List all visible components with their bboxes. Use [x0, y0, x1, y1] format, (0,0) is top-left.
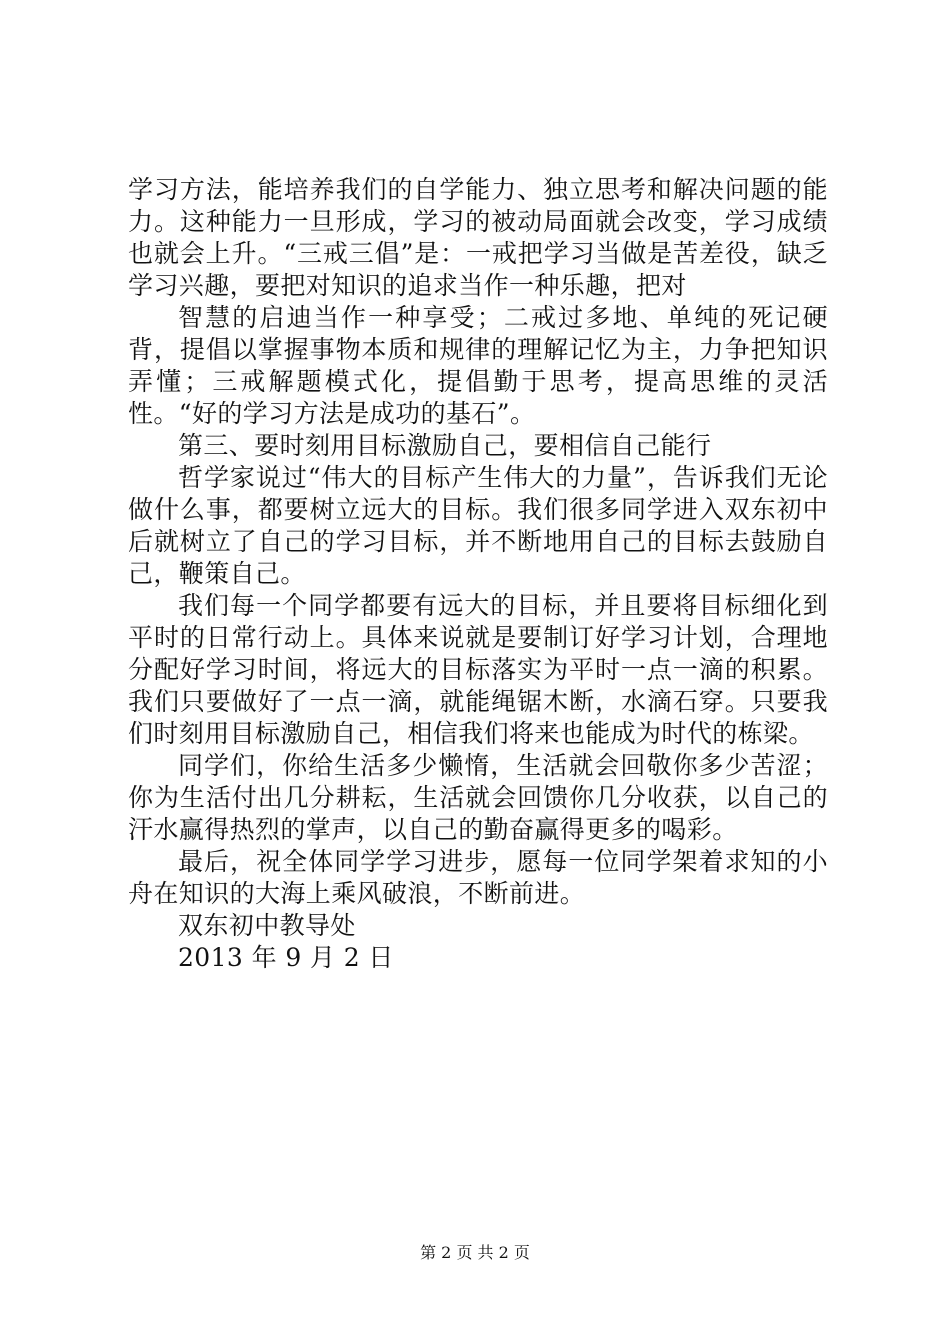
paragraph-philosopher: 哲学家说过“伟大的目标产生伟大的力量”，告诉我们无论做什么事，都要树立远大的目标。我们很多同学进入双东初中后就树立了自己的学习目标，并不断地用自己的目标去鼓励自己，鞭策自己。 [128, 463, 828, 588]
signature-office: 双东初中教导处 [178, 911, 356, 940]
page-number-label: 第 2 页 共 2 页 [420, 1243, 530, 1262]
paragraph-classmates: 同学们，你给生活多少懒惰，生活就会回敬你多少苦涩；你为生活付出几分耕耘，生活就会回馈你几分收获，以自己的汗水赢得热烈的掌声，以自己的勤奋赢得更多的喝彩。 [128, 751, 828, 844]
paragraph-goals-detail: 我们每一个同学都要有远大的目标，并且要将目标细化到平时的日常行动上。具体来说就是要制订好学习计划，合理地分配好学习时间，将远大的目标落实为平时一点一滴的积累。我们只要做好了一点一滴，就能绳锯木断，水滴石穿。只要我们时刻用目标激励自己，相信我们将来也能成为时代的栋梁。 [128, 591, 828, 748]
document-body [128, 174, 828, 974]
paragraph-wisdom: 智慧的启迪当作一种享受；二戒过多地、单纯的死记硬背，提倡以掌握事物本质和规律的理解记忆为主，力争把知识弄懂；三戒解题模式化，提倡勤于思考，提高思维的灵活性。“好的学习方法是成功的基石”。 [128, 303, 828, 428]
section-heading-goals: 第三、要时刻用目标激励自己，要相信自己能行 [178, 431, 712, 460]
signature-date: 2013 年 9 月 2 日 [178, 943, 394, 972]
page-footer [0, 1243, 950, 1263]
paragraph-closing-wish: 最后，祝全体同学学习进步，愿每一位同学架着求知的小舟在知识的大海上乘风破浪，不断前进。 [128, 847, 828, 908]
paragraph-study-methods: 学习方法，能培养我们的自学能力、独立思考和解决问题的能力。这种能力一旦形成，学习的被动局面就会改变，学习成绩也就会上升。“三戒三倡”是：一戒把学习当做是苦差役，缺乏学习兴趣，要把对知识的追求当作一种乐趣，把对 [128, 175, 828, 300]
